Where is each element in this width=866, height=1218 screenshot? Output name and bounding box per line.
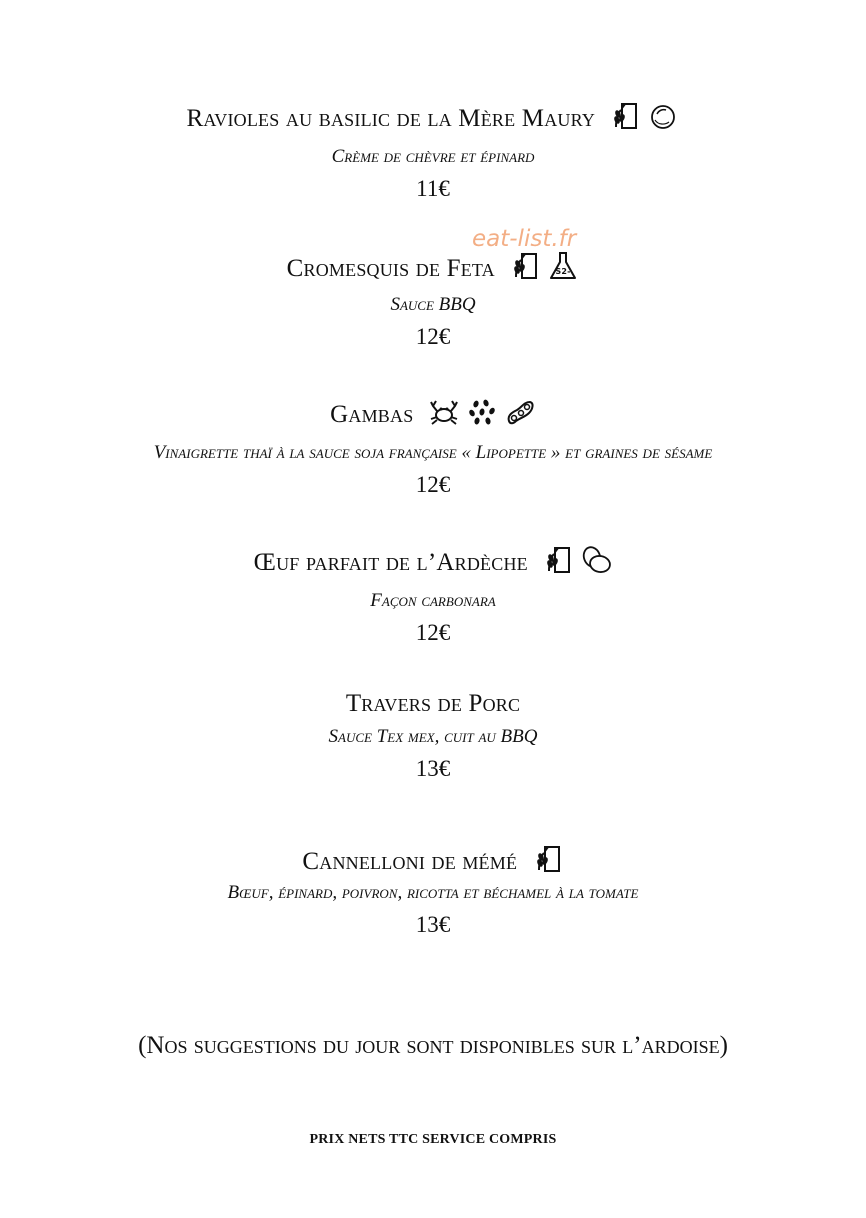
menu-item-price: 13€	[415, 912, 451, 937]
allergen-icons	[542, 544, 612, 576]
menu-item-title-row	[0, 396, 866, 429]
menu-item-title: Œuf parfait de l’Ardèche	[253, 549, 528, 576]
menu-item-title: Ravioles au basilic de la Mère Maury	[186, 105, 596, 132]
allergen-icons	[609, 100, 679, 132]
egg-icon	[580, 544, 612, 576]
watermark: eat-list.fr	[472, 226, 577, 252]
menu-item-price: 13€	[415, 756, 451, 781]
allergen-icons	[532, 843, 564, 875]
menu-item-price: 12€	[415, 472, 451, 497]
menu-item-title-row	[0, 250, 866, 283]
menu-item-title: Cannelloni de mémé	[302, 848, 518, 875]
gluten-icon	[509, 250, 541, 282]
menu-item-description: Bœuf, épinard, poivron, ricotta et béchamel à la tomate	[227, 882, 639, 903]
menu-item-description: Sauce Tex mex, cuit au BBQ	[328, 726, 538, 747]
menu-item-price: 12€	[415, 620, 451, 645]
sesame-icon	[466, 396, 498, 428]
menu-item-title-row	[0, 843, 866, 876]
menu-item-title-row	[0, 690, 866, 718]
menu-item-title: Travers de Porc	[345, 690, 521, 717]
menu-item-description: Sauce BBQ	[390, 294, 476, 315]
nuts-icon	[647, 100, 679, 132]
allergen-icons	[509, 250, 579, 282]
menu-item-price: 12€	[415, 324, 451, 349]
menu-item-description: Crème de chèvre et épinard	[331, 146, 535, 167]
allergen-icons	[428, 396, 536, 428]
menu-item-title-row	[0, 544, 866, 577]
menu-item-title: Cromesquis de Feta	[286, 255, 495, 282]
menu-item-description: Façon carbonara	[370, 590, 496, 611]
svg-text:S2-: S2-	[555, 267, 571, 276]
menu-item-title-row	[0, 100, 866, 133]
menu-item-price: 11€	[416, 176, 450, 201]
daily-suggestions-note: (Nos suggestions du jour sont disponibles sur l’ardoise)	[138, 1032, 728, 1059]
gluten-icon	[609, 100, 641, 132]
menu-item-description: Vinaigrette thaï à la sauce soja française « Lipopette » et graines de sésame	[153, 442, 713, 463]
menu-item-title: Gambas	[330, 401, 414, 428]
sulphites-icon	[547, 250, 579, 282]
crustacean-icon	[428, 396, 460, 428]
gluten-icon	[542, 544, 574, 576]
gluten-icon	[532, 843, 564, 875]
soy-icon	[504, 396, 536, 428]
price-footer: PRIX NETS TTC SERVICE COMPRIS	[309, 1132, 557, 1147]
